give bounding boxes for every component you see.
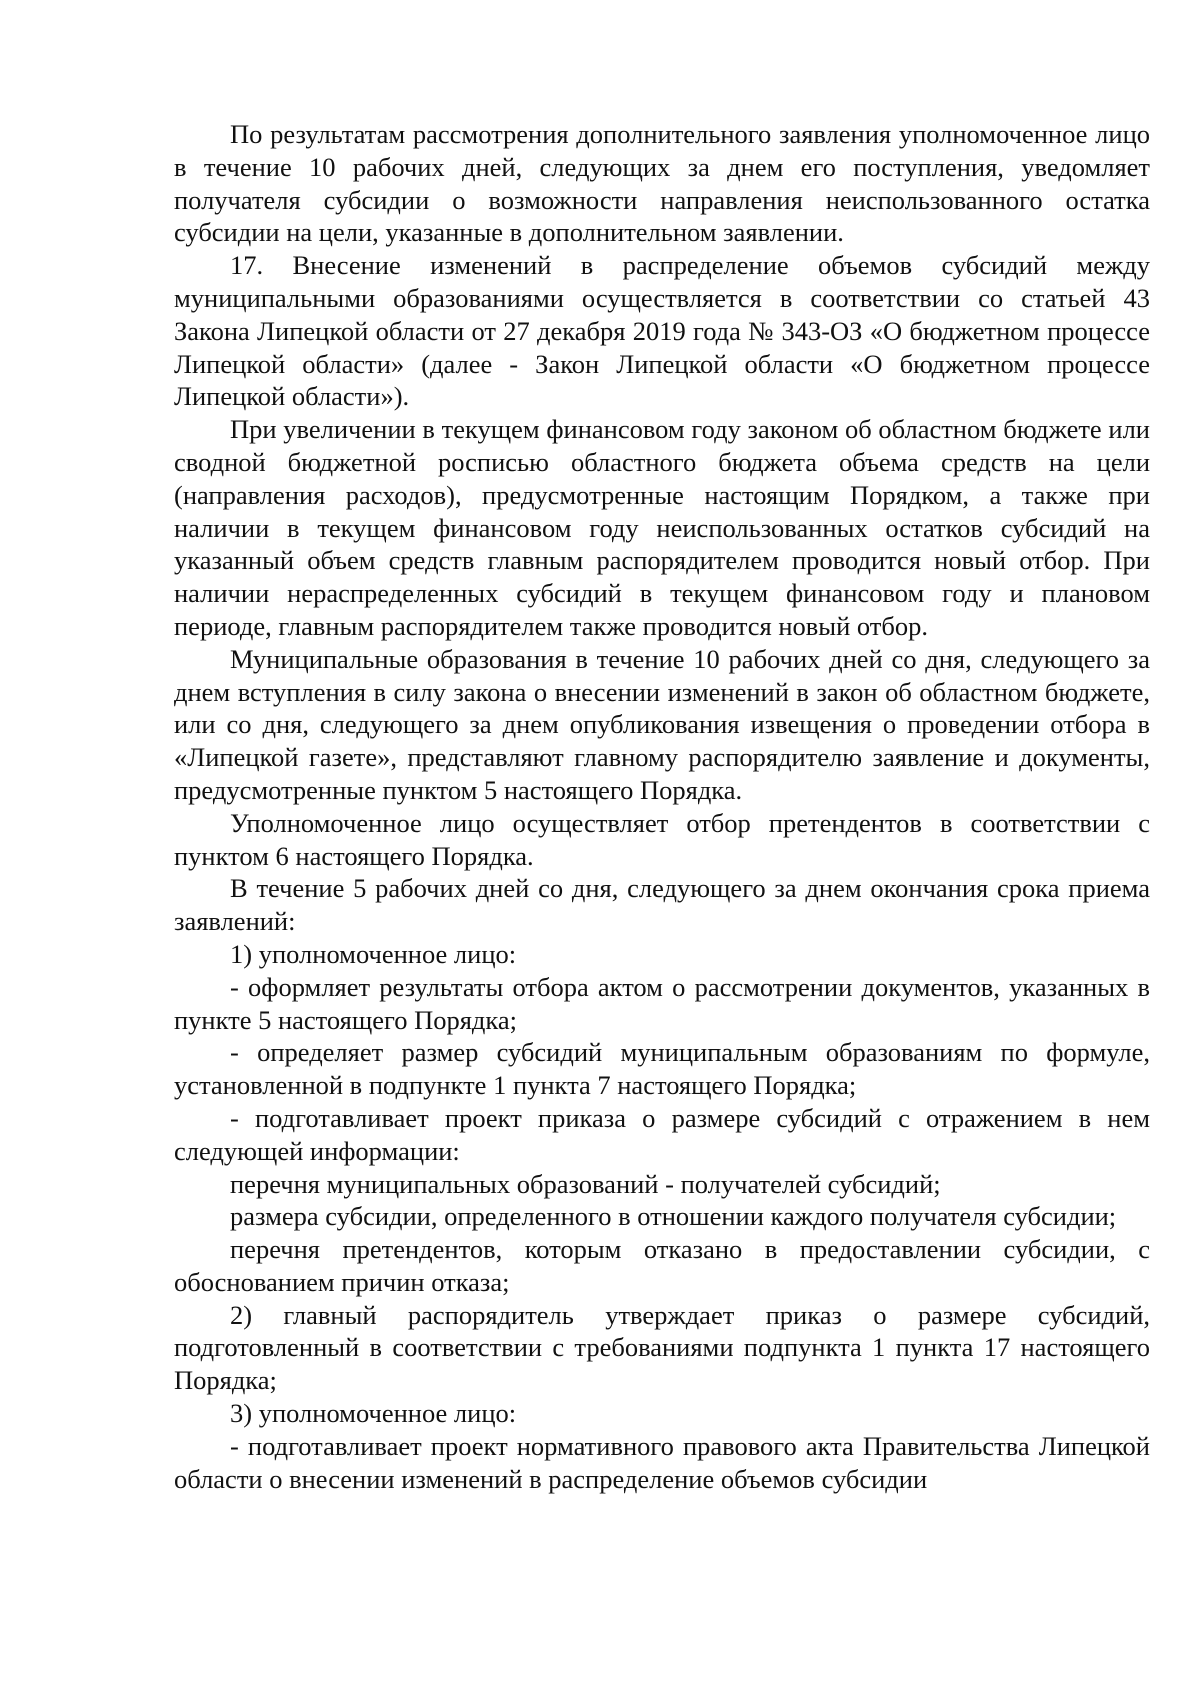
paragraph-1: По результатам рассмотрения дополнительного заявления уполномоченное лицо в течение 10 рабочих дней, следующих за днем его поступления, уведомляет получателя субсидии о возможности направления неиспользованного остатка субсидии на цели, указанные в дополнительном заявлении.	[174, 119, 1150, 248]
paragraph-15: 3) уполномоченное лицо:	[230, 1398, 517, 1429]
paragraph-6: В течение 5 рабочих дней со дня, следующего за днем окончания срока приема заявлений:	[174, 873, 1150, 937]
paragraph-4: Муниципальные образования в течение 10 рабочих дней со дня, следующего за днем вступления в силу закона о внесении изменений в закон об областном бюджете, или со дня, следующего за днем опубликования извещения о проведении отбора в «Липецкой газете», представляют главному распорядителю заявление и документы, предусмотренные пунктом 5 настоящего Порядка.	[174, 643, 1150, 805]
paragraph-2: 17. Внесение изменений в распределение объемов субсидий между муниципальными образованиями осуществляется в соответствии со статьей 43 Закона Липецкой области от 27 декабря 2019 года № 343-ОЗ «О бюджетном процессе Липецкой области» (далее - Закон Липецкой области «О бюджетном процессе Липецкой области»).	[174, 250, 1150, 412]
paragraph-8: - оформляет результаты отбора актом о рассмотрении документов, указанных в пункте 5 настоящего Порядка;	[174, 971, 1150, 1035]
paragraph-13: перечня претендентов, которым отказано в предоставлении субсидии, с обоснованием причин отказа;	[174, 1234, 1150, 1297]
paragraph-10: - подготавливает проект приказа о размере субсидий с отражением в нем следующей информации:	[174, 1102, 1150, 1166]
paragraph-11: перечня муниципальных образований - получателей субсидий;	[230, 1168, 941, 1199]
paragraph-5: Уполномоченное лицо осуществляет отбор претендентов в соответствии с пунктом 6 настоящего Порядка.	[174, 807, 1150, 871]
document-page	[174, 118, 1150, 1495]
paragraph-16: - подготавливает проект нормативного правового акта Правительства Липецкой области о внесении изменений в распределение объемов субсидии	[174, 1430, 1150, 1494]
paragraph-14: 2) главный распорядитель утверждает приказ о размере субсидий, подготовленный в соответствии с требованиями подпункта 1 пункта 17 настоящего Порядка;	[174, 1299, 1150, 1396]
paragraph-3: При увеличении в текущем финансовом году законом об областном бюджете или сводной бюджетной росписью областного бюджета объема средств на цели (направления расходов), предусмотренные настоящим Порядком, а также при наличии в текущем финансовом году неиспользованных остатков субсидий на указанный объем средств главным распорядителем проводится новый отбор. При наличии нераспределенных субсидий в текущем финансовом году и плановом периоде, главным распорядителем также проводится новый отбор.	[174, 414, 1150, 641]
paragraph-7: 1) уполномоченное лицо:	[230, 938, 517, 969]
paragraph-9: - определяет размер субсидий муниципальным образованиям по формуле, установленной в подпункте 1 пункта 7 настоящего Порядка;	[174, 1037, 1150, 1101]
paragraph-12: размера субсидии, определенного в отношении каждого получателя субсидии;	[230, 1201, 1117, 1232]
